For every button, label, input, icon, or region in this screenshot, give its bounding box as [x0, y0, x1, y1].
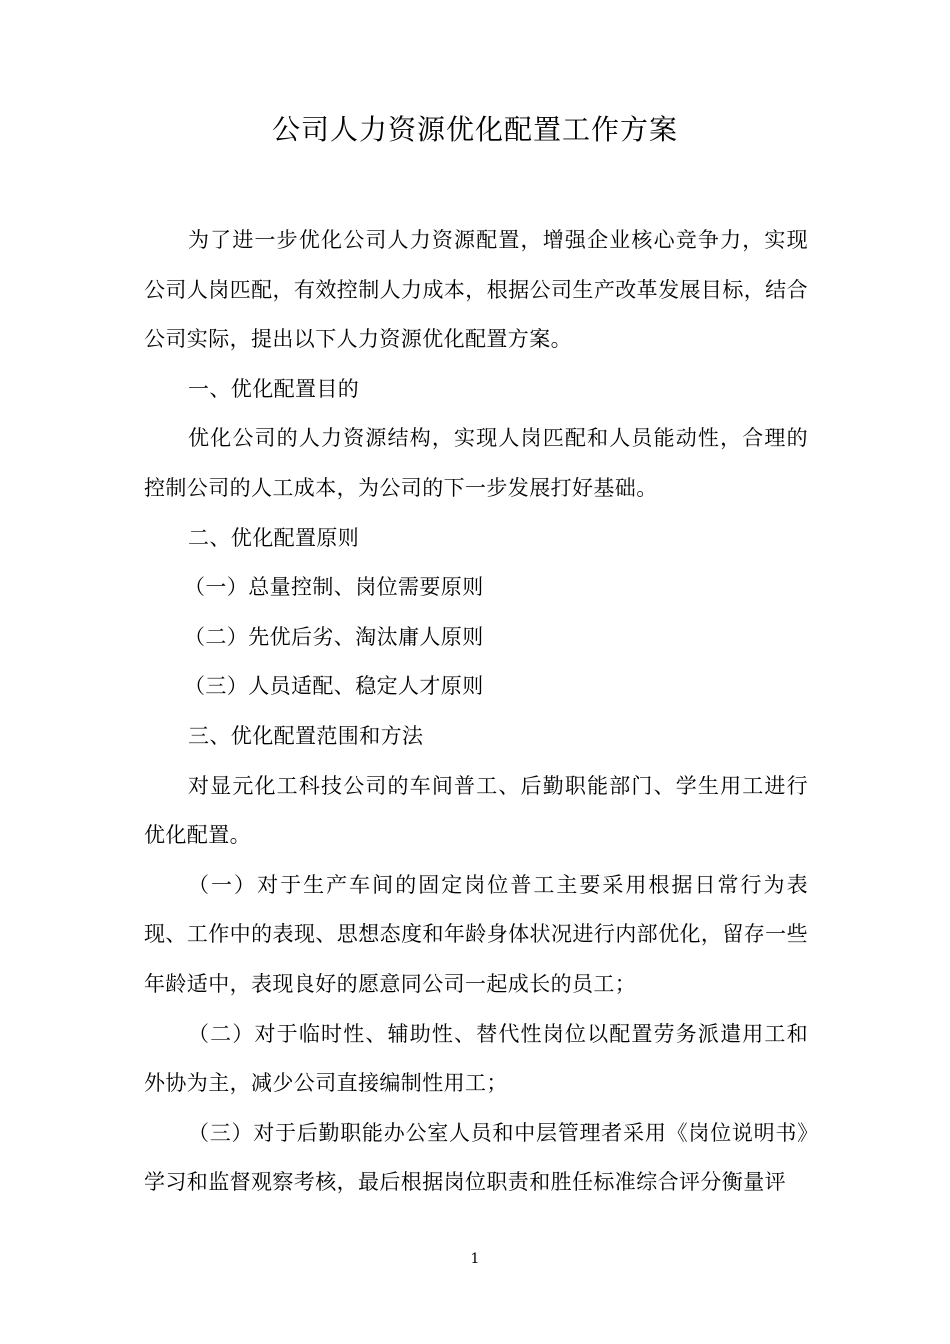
principle-item-2: （二）先优后劣、淘汰庸人原则 [184, 624, 484, 649]
purpose-paragraph: 优化公司的人力资源结构，实现人岗匹配和人员能动性，合理的控制公司的人工成本，为公司的下一步发展打好基础。 [144, 426, 808, 500]
method-paragraph-3: （三）对于后勤职能办公室人员和中层管理者采用《岗位说明书》学习和监督观察考核，最后根据岗位职责和胜任标准综合评分衡量评 [144, 1120, 808, 1195]
section-heading-principles: 二、优化配置原则 [188, 525, 360, 550]
principle-item-1: （一）总量控制、岗位需要原则 [184, 575, 484, 600]
page-number: 1 [470, 1251, 480, 1267]
principle-item-3: （三）人员适配、稳定人才原则 [184, 674, 484, 699]
section-heading-purpose: 一、优化配置目的 [188, 376, 360, 401]
document-title: 公司人力资源优化配置工作方案 [271, 113, 678, 146]
intro-paragraph: 为了进一步优化公司人力资源配置，增强企业核心竞争力，实现公司人岗匹配，有效控制人力成本，根据公司生产改革发展目标，结合公司实际，提出以下人力资源优化配置方案。 [144, 228, 808, 352]
method-paragraph-2: （二）对于临时性、辅助性、替代性岗位以配置劳务派遣用工和外协为主，减少公司直接编制性用工； [144, 1021, 808, 1096]
section-heading-scope: 三、优化配置范围和方法 [188, 723, 424, 748]
document-body [144, 216, 808, 1208]
scope-paragraph: 对显元化工科技公司的车间普工、后勤职能部门、学生用工进行优化配置。 [144, 773, 808, 848]
method-paragraph-1: （一）对于生产车间的固定岗位普工主要采用根据日常行为表现、工作中的表现、思想态度和年龄身体状况进行内部优化，留存一些年龄适中，表现良好的愿意同公司一起成长的员工； [144, 872, 808, 996]
